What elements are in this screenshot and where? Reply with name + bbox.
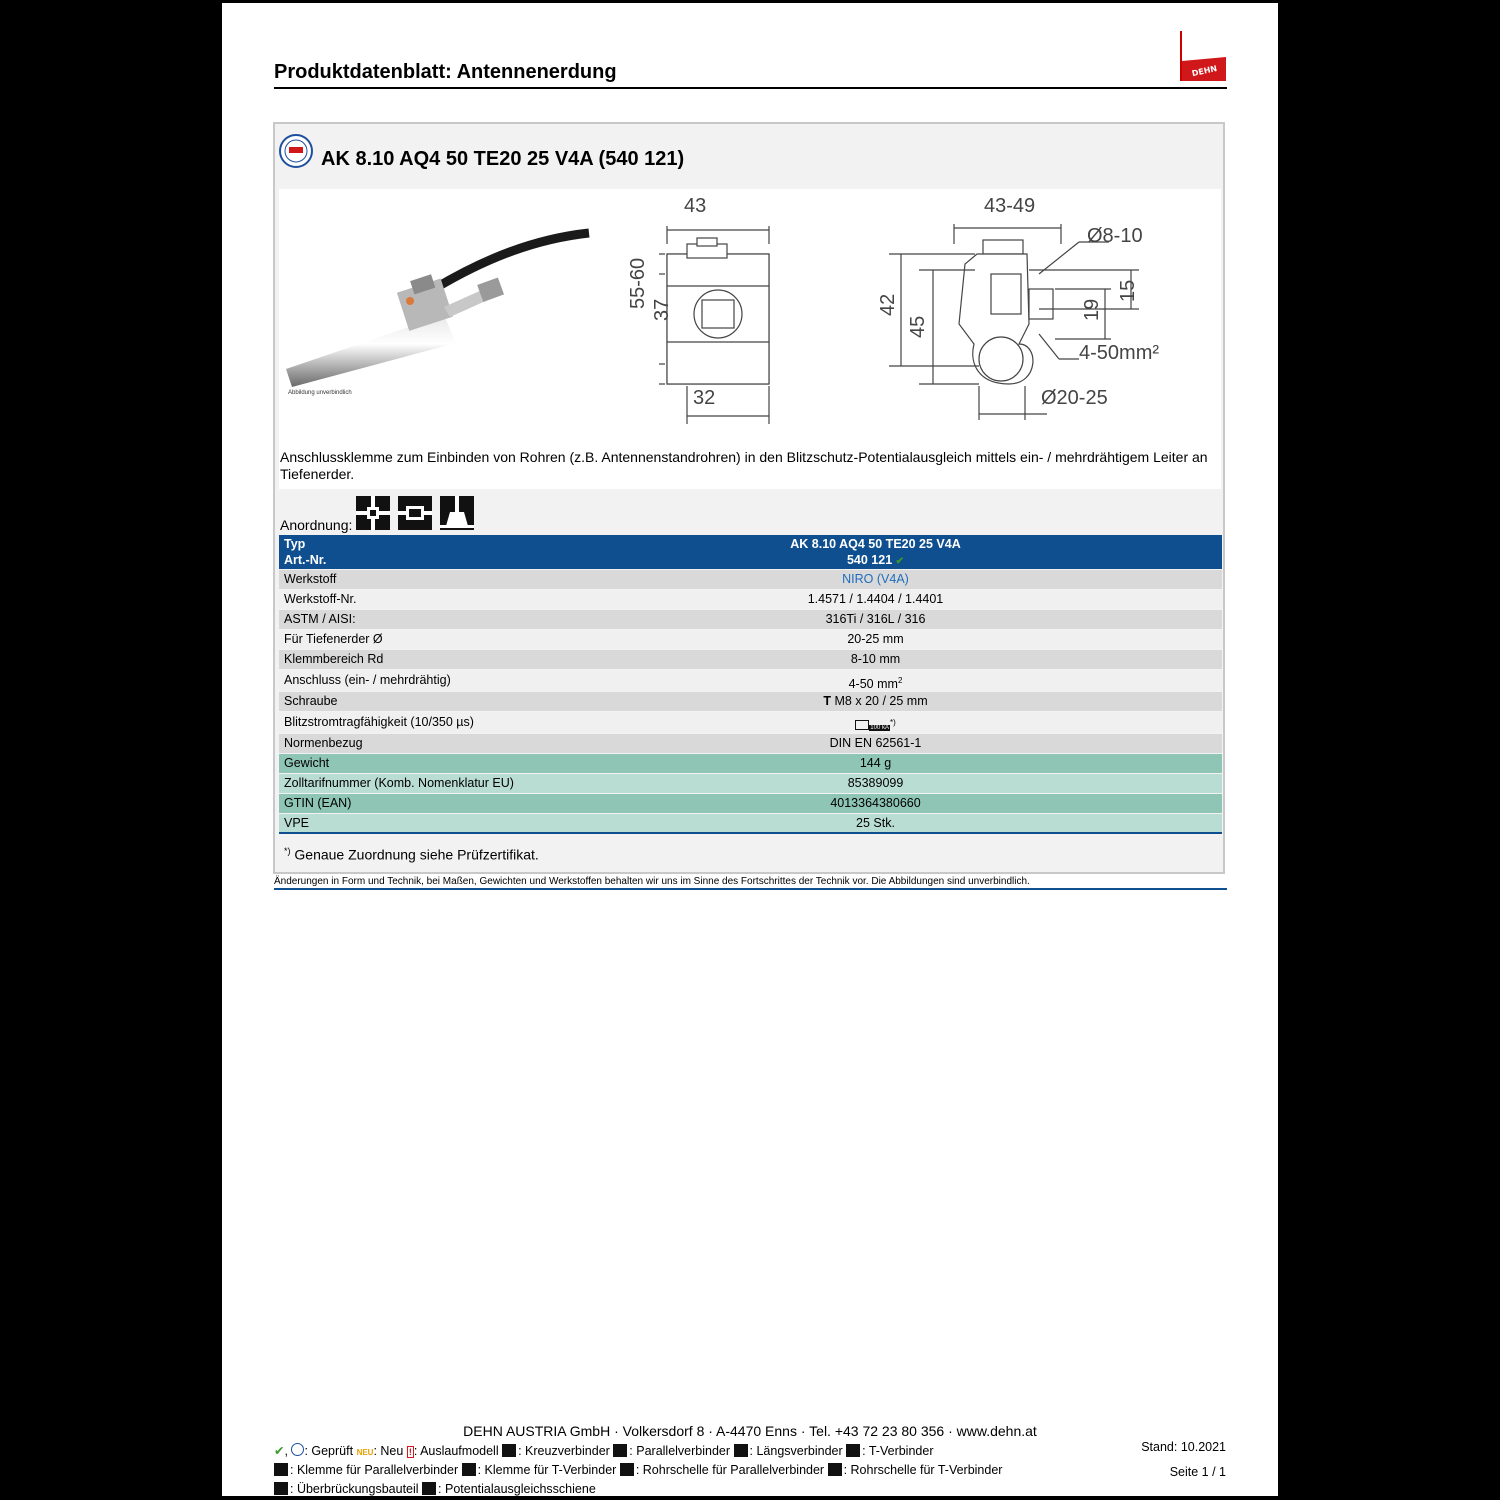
stand-date: Stand: 10.2021 <box>1141 1440 1226 1454</box>
seal-small-icon <box>291 1443 304 1456</box>
table-row: GTIN (EAN) 4013364380660 <box>279 794 1222 813</box>
disclaimer: Änderungen in Form und Technik, bei Maßen, Gewichten und Werkstoffen behalten wir uns im Sinne des Fortschrittes der Technik vor. Die Abbildungen sind unverbindlich. <box>274 876 1030 887</box>
ueberbrueckung-icon <box>274 1482 288 1495</box>
footnote: *) Genaue Zuordnung siehe Prüfzertifikat. <box>284 846 539 863</box>
front-view-drawing <box>659 194 839 424</box>
disclaimer-rule <box>274 888 1227 890</box>
product-photo <box>284 219 594 389</box>
screw-icon: T <box>823 694 832 708</box>
image-caption: Abbildung unverbindlich <box>288 390 352 396</box>
lightning-current-icon <box>855 720 869 730</box>
dim-front-width-bottom: 32 <box>693 387 716 409</box>
page-number: Seite 1 / 1 <box>1169 1465 1226 1479</box>
kreuzverbinder-icon <box>502 1444 516 1457</box>
klemme-parallel-icon <box>274 1463 288 1476</box>
potentialausgleich-icon <box>422 1482 436 1495</box>
table-row: Blitzstromtragfähigkeit (10/350 µs) 100 kA*) <box>279 712 1222 733</box>
header-rule <box>274 87 1227 89</box>
table-row: Schraube T M8 x 20 / 25 mm <box>279 692 1222 711</box>
svg-text:DEHN: DEHN <box>1191 64 1218 79</box>
anordnung-label: Anordnung: <box>280 517 353 533</box>
t-verbinder-symbol-icon <box>440 496 474 530</box>
datasheet-page <box>222 3 1278 1496</box>
art-nr-value: 540 121 ✔ <box>846 553 905 567</box>
t-verbinder-icon <box>846 1444 860 1457</box>
parallelverbinder-icon <box>613 1444 627 1457</box>
geprueft-check-icon: ✔ <box>895 556 905 567</box>
table-row: Normenbezug DIN EN 62561-1 <box>279 734 1222 753</box>
table-row: Gewicht 144 g <box>279 754 1222 773</box>
rohrschelle-parallel-icon <box>620 1463 634 1476</box>
laengsverbinder-icon <box>734 1444 748 1457</box>
dim-side-rd-diameter: Ø8-10 <box>1087 225 1143 247</box>
table-bottom-rule <box>279 832 1222 834</box>
table-row: Anschluss (ein- / mehrdrähtig) 4-50 $mm^2$ <box>279 670 1222 691</box>
product-title: AK 8.10 AQ4 50 TE20 25 V4A (540 121) <box>321 148 685 170</box>
kreuzverbinder-symbol-icon <box>356 496 390 530</box>
laengsverbinder-symbol-icon <box>398 496 432 530</box>
legend-line-3: : Überbrückungsbauteil : Potentialausgleichsschiene <box>274 1482 596 1496</box>
werkstoff-link[interactable]: NIRO (V4A) <box>842 572 909 586</box>
dim-side-pipe-diameter: Ø20-25 <box>1041 387 1108 409</box>
product-description: Anschlussklemme zum Einbinden von Rohren (z.B. Antennenstandrohren) in den Blitzschutz-Potentialausgleich mittels ein- / mehrdrähtigem Leiter an Tiefenerder. <box>280 449 1208 482</box>
legend-line-2: : Klemme für Parallelverbinder : Klemme für T-Verbinder : Rohrschelle für Parallelverbinder : Rohrschelle für T-Verbinder <box>274 1463 1002 1477</box>
spec-table <box>279 535 1222 834</box>
dim-side-conductor: 4-50mm² <box>1079 342 1160 364</box>
typ-label: Typ <box>284 537 306 551</box>
table-row: Zolltarifnummer (Komb. Nomenklatur EU) 85389099 <box>279 774 1222 793</box>
neu-icon: NEU <box>356 1448 374 1457</box>
dim-front-height-inner: 37 <box>651 298 673 321</box>
typ-value: AK 8.10 AQ4 50 TE20 25 V4A <box>790 537 961 551</box>
check-icon: ✔ <box>274 1444 285 1458</box>
table-row: ASTM / AISI: 316Ti / 316L / 316 <box>279 610 1222 629</box>
table-row: Klemmbereich Rd 8-10 mm <box>279 650 1222 669</box>
dim-side-d15: 15 <box>1117 279 1139 302</box>
table-row: Werkstoff NIRO (V4A) <box>279 570 1222 589</box>
klemme-t-icon <box>462 1463 476 1476</box>
dim-side-h45: 45 <box>907 315 929 338</box>
dim-front-height-outer: 55-60 <box>627 257 649 309</box>
spec-table-header <box>279 535 1222 569</box>
table-row: VPE 25 Stk. <box>279 814 1222 833</box>
dim-side-h42: 42 <box>877 293 899 316</box>
art-nr-label: Art.-Nr. <box>284 553 327 567</box>
geprueft-seal-icon <box>278 133 314 169</box>
table-row: Für Tiefenerder Ø 20-25 mm <box>279 630 1222 649</box>
dim-side-d19: 19 <box>1081 298 1103 321</box>
rohrschelle-t-icon <box>828 1463 842 1476</box>
legend-line-1: ✔, : Geprüft NEU: Neu ! : Auslaufmodell : Kreuzverbinder : Parallelverbinder : Längsverbinder : T-Verbinder <box>274 1444 934 1458</box>
dim-front-width-top: 43 <box>684 195 707 217</box>
auslauf-icon: ! <box>408 1447 412 1457</box>
company-address: DEHN AUSTRIA GmbH · Volkersdorf 8 · A-4470 Enns · Tel. +43 72 23 80 356 · www.dehn.at <box>463 1423 1037 1439</box>
page-title: Produktdatenblatt: Antennenerdung <box>274 61 617 83</box>
product-image-area <box>279 189 1221 489</box>
dim-side-width-top: 43-49 <box>984 195 1036 217</box>
table-row: Werkstoff-Nr. 1.4571 / 1.4404 / 1.4401 <box>279 590 1222 609</box>
dehn-logo <box>1178 31 1226 81</box>
